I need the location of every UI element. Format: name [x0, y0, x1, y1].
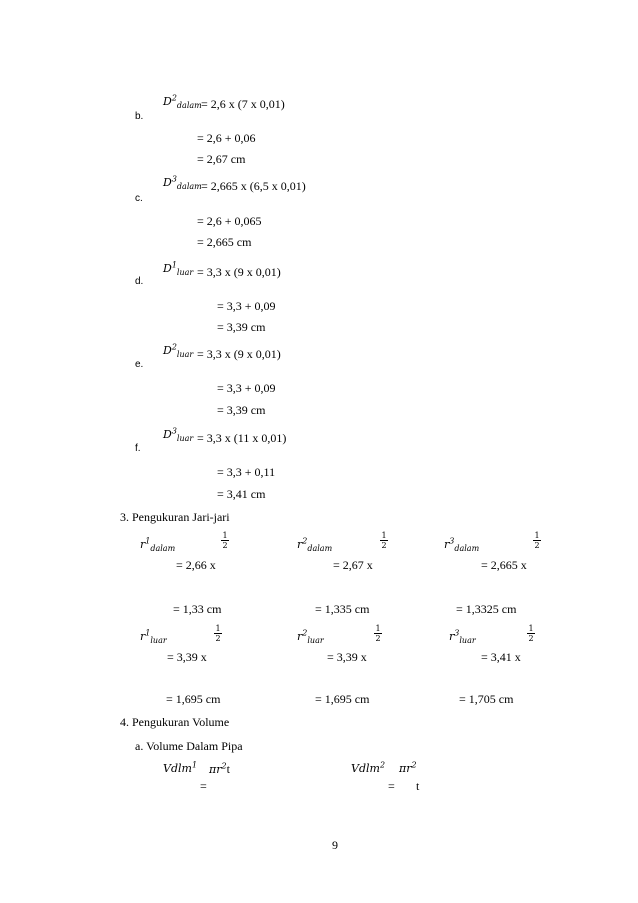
radius-result-luar-2: = 1,695 cm	[315, 692, 370, 706]
page-number: 9	[332, 838, 338, 852]
volume-t-2: t	[416, 779, 420, 793]
diameter-step1-b: = 2,6 + 0,06	[197, 131, 256, 145]
radius-equation-luar-1: = 3,39 x	[167, 650, 207, 664]
half-fraction-dalam-2: 1 2	[381, 531, 387, 550]
volume-symbol-2: Vdlm$^2$	[351, 760, 386, 775]
radius-symbol-luar-3: $r^3_{luar}$	[449, 628, 476, 646]
diameter-step2-b: = 2,67 cm	[197, 152, 246, 166]
diameter-step2-c: = 2,665 cm	[197, 235, 252, 249]
volume-formula-1: $\pi r^2t$	[209, 761, 230, 776]
radius-equation-luar-2: = 3,39 x	[327, 650, 367, 664]
diameter-step1-d: = 3,3 + 0,09	[217, 299, 276, 313]
diameter-symbol-d: $D^1_{luar}$	[163, 260, 194, 278]
half-fraction-dalam-3: 1 2	[534, 531, 540, 550]
volume-equals-1: =	[200, 779, 207, 793]
diameter-equation-d: = 3,3 x (9 x 0,01)	[197, 265, 281, 279]
diameter-equation-c: = 2,665 x (6,5 x 0,01)	[201, 179, 306, 193]
diameter-equation-e: = 3,3 x (9 x 0,01)	[197, 347, 281, 361]
radius-result-dalam-1: = 1,33 cm	[173, 602, 222, 616]
radius-result-luar-1: = 1,695 cm	[166, 692, 221, 706]
list-letter-c: c.	[135, 193, 143, 204]
radius-symbol-dalam-2: $r^2_{dalam}$	[297, 536, 333, 554]
volume-formula-2: $\pi r^2$	[399, 760, 417, 775]
diameter-step2-f: = 3,41 cm	[217, 487, 266, 501]
half-fraction-luar-2: 1 2	[375, 624, 381, 643]
radius-symbol-luar-1: $r^1_{luar}$	[140, 628, 167, 646]
section-3-heading: 3. Pengukuran Jari-jari	[120, 510, 230, 524]
half-fraction-luar-1: 1 2	[215, 624, 221, 643]
radius-result-luar-3: = 1,705 cm	[459, 692, 514, 706]
radius-symbol-dalam-1: $r^1_{dalam}$	[140, 536, 176, 554]
diameter-step1-e: = 3,3 + 0,09	[217, 381, 276, 395]
radius-equation-dalam-1: = 2,66 x	[176, 558, 216, 572]
radius-symbol-luar-2: $r^2_{luar}$	[297, 628, 324, 646]
diameter-equation-f: = 3,3 x (11 x 0,01)	[197, 431, 287, 445]
volume-symbol-1: Vdlm$^1$	[163, 760, 198, 775]
diameter-step1-f: = 3,3 + 0,11	[217, 465, 276, 479]
radius-equation-luar-3: = 3,41 x	[481, 650, 521, 664]
diameter-step1-c: = 2,6 + 0,065	[197, 214, 262, 228]
half-fraction-dalam-1: 1 2	[222, 531, 228, 550]
list-letter-b: b.	[135, 111, 144, 122]
radius-result-dalam-3: = 1,3325 cm	[456, 602, 517, 616]
radius-equation-dalam-3: = 2,665 x	[481, 558, 527, 572]
diameter-step2-d: = 3,39 cm	[217, 320, 266, 334]
diameter-symbol-c: $D^3_{dalam}$	[163, 174, 202, 192]
list-letter-d: d.	[135, 276, 144, 287]
diameter-equation-b: = 2,6 x (7 x 0,01)	[201, 97, 285, 111]
diameter-symbol-f: $D^3_{luar}$	[163, 426, 194, 444]
list-letter-e: e.	[135, 359, 144, 370]
section-4-heading: 4. Pengukuran Volume	[120, 715, 230, 729]
list-letter-f: f.	[135, 443, 141, 454]
radius-result-dalam-2: = 1,335 cm	[315, 602, 370, 616]
volume-equals-2: =	[388, 779, 395, 793]
half-fraction-luar-3: 1 2	[528, 624, 534, 643]
radius-equation-dalam-2: = 2,67 x	[333, 558, 373, 572]
subsection-a-heading: a. Volume Dalam Pipa	[135, 739, 243, 753]
diameter-symbol-b: $D^2_{dalam}$	[163, 93, 202, 111]
diameter-step2-e: = 3,39 cm	[217, 403, 266, 417]
diameter-symbol-e: $D^2_{luar}$	[163, 342, 194, 360]
radius-symbol-dalam-3: $r^3_{dalam}$	[444, 536, 480, 554]
